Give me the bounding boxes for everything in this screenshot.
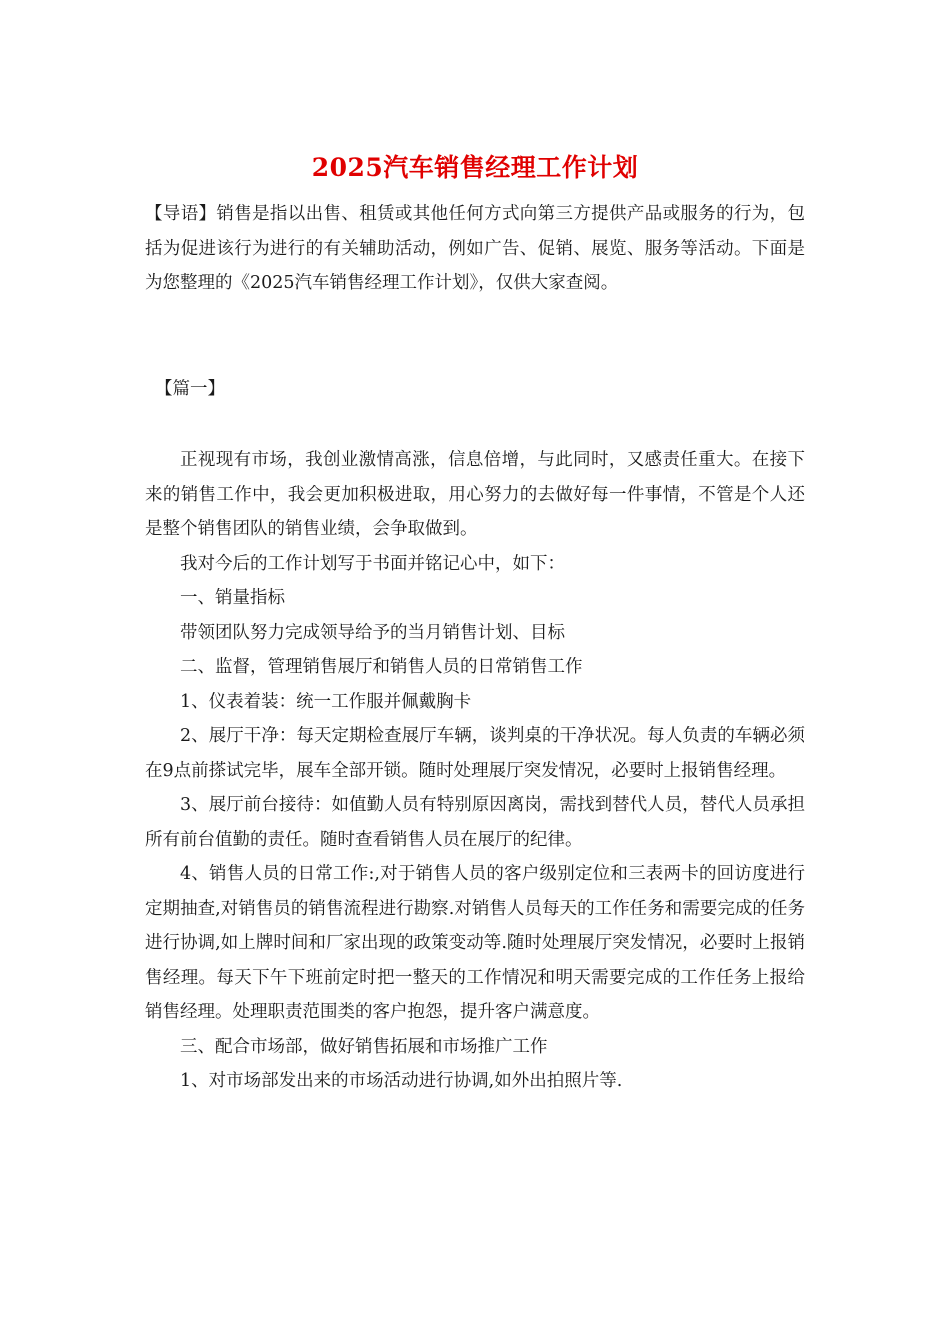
paragraph: 正视现有市场，我创业激情高涨，信息倍增，与此同时，又感责任重大。在接下来的销售工作中，我会更加积极进取，用心努力的去做好每一件事情，不管是个人还是整个销售团队的销售业绩，会争取做到。 xyxy=(145,450,805,539)
body-text xyxy=(145,443,805,1099)
paragraph: 带领团队努力完成领导给予的当月销售计划、目标 xyxy=(180,622,565,643)
heading-sales-target: 一、销量指标 xyxy=(180,588,285,608)
list-item: 1、仪表着装：统一工作服并佩戴胸卡 xyxy=(180,691,472,712)
document-title: 2025汽车销售经理工作计划 xyxy=(311,153,639,182)
list-item: 4、销售人员的日常工作:,对于销售人员的客户级别定位和三表两卡的回访度进行定期抽查,对销售员的销售流程进行勘察.对销售人员每天的工作任务和需要完成的任务进行协调,如上牌时间和厂家出现的政策变动等.随时处理展厅突发情况，必要时上报销售经理。每天下午下班前定时把一整天的工作情况和明天需要完成的工作任务上报给销售经理。处理职责范围类的客户抱怨，提升客户满意度。 xyxy=(145,864,805,1022)
heading-supervision: 二、监督，管理销售展厅和销售人员的日常销售工作 xyxy=(180,657,583,677)
list-item: 1、对市场部发出来的市场活动进行协调,如外出拍照片等. xyxy=(180,1071,623,1091)
heading-marketing: 三、配合市场部，做好销售拓展和市场推广工作 xyxy=(180,1036,548,1057)
section-heading: 【篇一】 xyxy=(155,379,225,399)
list-item: 3、展厅前台接待：如值勤人员有特别原因离岗，需找到替代人员，替代人员承担所有前台值勤的责任。随时查看销售人员在展厅的纪律。 xyxy=(145,795,805,850)
paragraph: 我对今后的工作计划写于书面并铭记心中，如下： xyxy=(180,553,565,574)
list-item: 2、展厅干净：每天定期检查展厅车辆，谈判桌的干净状况。每人负责的车辆必须在9点前搽试完毕，展车全部开锁。随时处理展厅突发情况，必要时上报销售经理。 xyxy=(145,726,805,781)
intro-paragraph xyxy=(145,197,805,301)
intro-text: 【导语】销售是指以出售、租赁或其他任何方式向第三方提供产品或服务的行为，包括为促进该行为进行的有关辅助活动，例如广告、促销、展览、服务等活动。下面是为您整理的《2025汽车销售经理工作计划》，仅供大家查阅。 xyxy=(145,204,805,293)
